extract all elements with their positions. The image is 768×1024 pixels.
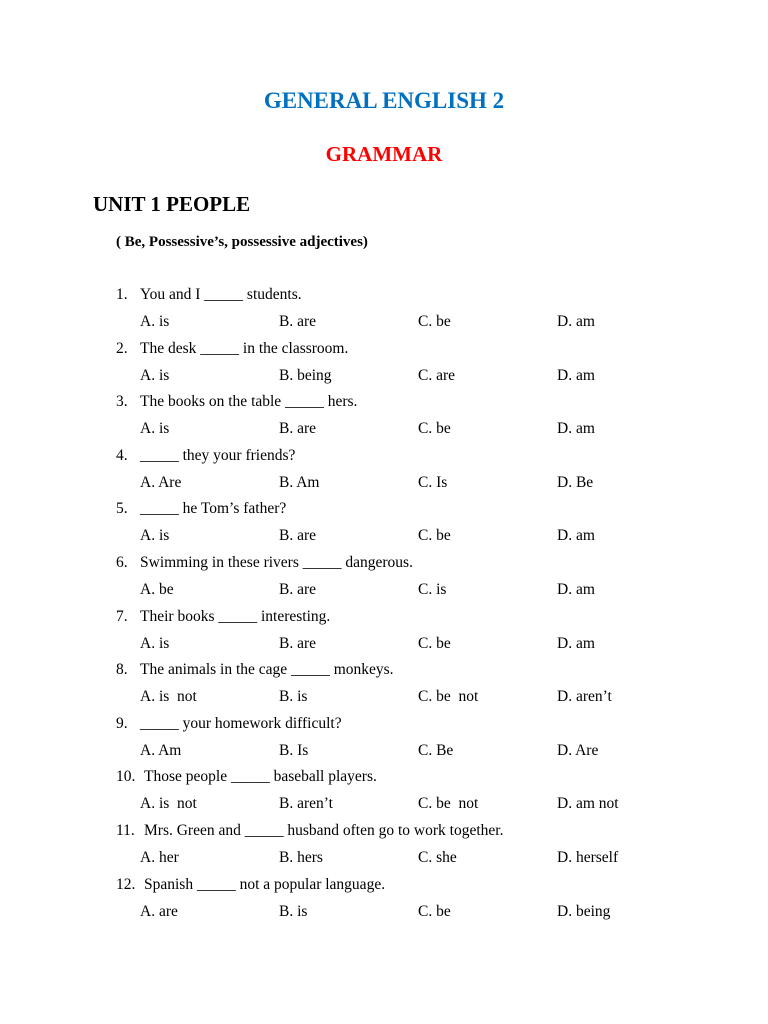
- question-item: [0, 551, 768, 605]
- option-a: A. her: [140, 848, 179, 866]
- question-number: 7.: [116, 607, 128, 625]
- option-c: C. be not: [418, 795, 479, 813]
- question-stem: [116, 390, 357, 414]
- question-number: 1.: [116, 286, 128, 303]
- question-item: [0, 873, 768, 927]
- question-stem: [116, 551, 413, 575]
- question-item: [0, 390, 768, 444]
- question-text: The desk _____ in the classroom.: [140, 339, 349, 357]
- option-c: C. be: [418, 902, 451, 920]
- question-item: [0, 497, 768, 551]
- question-stem: [116, 337, 348, 361]
- answer-options: [0, 900, 768, 924]
- question-stem: [116, 819, 503, 843]
- answer-options: [0, 310, 768, 334]
- question-number: 3.: [116, 393, 128, 411]
- option-d: D. am: [557, 420, 595, 438]
- option-b: B. are: [279, 634, 317, 652]
- question-item: [0, 283, 768, 337]
- option-c: C. be: [418, 313, 451, 330]
- option-a: A. is: [140, 313, 170, 330]
- option-c: C. she: [418, 848, 457, 866]
- option-a: A. is not: [140, 688, 197, 706]
- section-title: GRAMMAR: [325, 142, 443, 166]
- option-b: B. Is: [279, 741, 309, 759]
- option-a: A. is not: [140, 795, 197, 813]
- question-list: [0, 283, 768, 926]
- option-d: D. aren’t: [557, 688, 612, 706]
- answer-options: [0, 632, 768, 656]
- question-text: The animals in the cage _____ monkeys.: [140, 661, 394, 679]
- question-text: _____ he Tom’s father?: [140, 500, 287, 518]
- answer-options: [0, 578, 768, 602]
- option-b: B. aren’t: [279, 795, 333, 813]
- question-text: Those people _____ baseball players.: [144, 768, 377, 786]
- option-b: B. Am: [279, 473, 320, 491]
- question-text: The books on the table _____ hers.: [140, 393, 358, 411]
- question-number: 2.: [116, 339, 128, 357]
- option-b: B. hers: [279, 848, 323, 866]
- document-title: GENERAL ENGLISH 2: [263, 88, 505, 113]
- option-b: B. being: [279, 366, 332, 384]
- question-text: Spanish _____ not a popular language.: [144, 875, 386, 893]
- answer-options: [0, 524, 768, 548]
- option-d: D. Be: [557, 473, 594, 491]
- option-b: B. are: [279, 313, 317, 330]
- question-item: [0, 765, 768, 819]
- answer-options: [0, 846, 768, 870]
- question-item: [0, 712, 768, 766]
- question-text: _____ your homework difficult?: [140, 714, 342, 732]
- question-number: 11.: [116, 821, 135, 839]
- option-d: D. am: [557, 313, 595, 330]
- question-item: [0, 819, 768, 873]
- option-a: A. Am: [140, 741, 182, 759]
- question-text: Mrs. Green and _____ husband often go to work together.: [144, 821, 504, 839]
- question-number: 9.: [116, 714, 128, 732]
- question-text: Swimming in these rivers _____ dangerous.: [140, 553, 413, 571]
- question-item: [0, 658, 768, 712]
- question-stem: [116, 283, 302, 307]
- option-c: C. is: [418, 580, 447, 598]
- option-a: A. Are: [140, 473, 182, 491]
- option-d: D. Are: [557, 741, 599, 759]
- option-d: D. am: [557, 580, 595, 598]
- question-number: 12.: [116, 875, 136, 893]
- option-a: A. is: [140, 527, 170, 545]
- option-d: D. being: [557, 902, 611, 920]
- option-d: D. herself: [557, 848, 619, 866]
- option-c: C. be not: [418, 688, 479, 706]
- question-item: [0, 337, 768, 391]
- question-number: 5.: [116, 500, 128, 518]
- option-c: C. be: [418, 634, 451, 652]
- question-number: 6.: [116, 553, 128, 571]
- option-b: B. are: [279, 580, 317, 598]
- option-a: A. is: [140, 420, 170, 438]
- option-a: A. is: [140, 366, 170, 384]
- option-a: A. are: [140, 902, 178, 920]
- option-d: D. am: [557, 634, 595, 652]
- question-number: 10.: [116, 768, 136, 786]
- question-text: Their books _____ interesting.: [140, 607, 331, 625]
- option-c: C. Be: [418, 741, 454, 759]
- question-stem: [116, 873, 385, 897]
- question-item: [0, 444, 768, 498]
- question-stem: [116, 497, 286, 521]
- question-stem: [116, 605, 330, 629]
- option-b: B. are: [279, 527, 317, 545]
- answer-options: [0, 792, 768, 816]
- option-d: D. am: [557, 366, 595, 384]
- option-c: C. be: [418, 527, 451, 545]
- question-text: You and I _____ students.: [140, 286, 302, 303]
- question-stem: [116, 712, 342, 736]
- question-stem: [116, 765, 377, 789]
- question-number: 4.: [116, 446, 128, 464]
- option-d: D. am not: [557, 795, 619, 813]
- question-number: 8.: [116, 661, 128, 679]
- option-d: D. am: [557, 527, 595, 545]
- answer-options: [0, 471, 768, 495]
- option-b: B. are: [279, 420, 317, 438]
- option-c: C. Is: [418, 473, 448, 491]
- question-stem: [116, 444, 295, 468]
- answer-options: [0, 364, 768, 388]
- option-c: C. are: [418, 366, 456, 384]
- option-a: A. is: [140, 634, 170, 652]
- question-item: [0, 605, 768, 659]
- topic-note: ( Be, Possessive’s, possessive adjectives): [116, 234, 368, 250]
- option-c: C. be: [418, 420, 451, 438]
- question-stem: [116, 658, 394, 682]
- answer-options: [0, 685, 768, 709]
- question-text: _____ they your friends?: [140, 446, 296, 464]
- unit-heading: UNIT 1 PEOPLE: [93, 192, 251, 216]
- answer-options: [0, 417, 768, 441]
- answer-options: [0, 739, 768, 763]
- option-b: B. is: [279, 688, 308, 706]
- option-a: A. be: [140, 580, 174, 598]
- option-b: B. is: [279, 902, 308, 920]
